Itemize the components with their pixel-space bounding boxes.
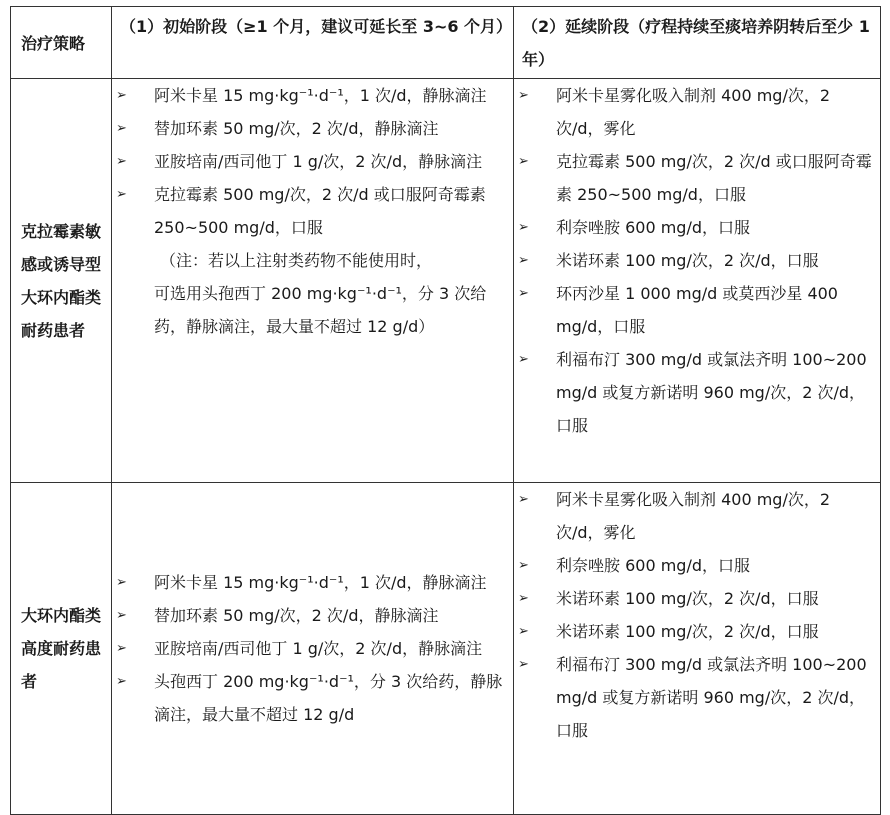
- drug-text: 克拉霉素 500 mg/次，2 次/d 或口服阿奇霉素 250~500 mg/d，口服: [556, 152, 872, 204]
- arrowhead-bullet-icon: ➢: [518, 624, 529, 639]
- list-item: [514, 582, 880, 615]
- drug-text: 亚胺培南/西司他丁 1 g/次，2 次/d，静脉滴注: [154, 639, 483, 658]
- list-item: [112, 665, 513, 731]
- list-item: [112, 112, 513, 145]
- drug-text: 利奈唑胺 600 mg/d，口服: [556, 556, 751, 575]
- continuation-phase-cell: [514, 79, 881, 483]
- arrowhead-bullet-icon: ➢: [518, 286, 529, 301]
- arrowhead-bullet-icon: ➢: [116, 674, 127, 689]
- drug-text: 米诺环素 100 mg/次，2 次/d，口服: [556, 622, 819, 641]
- list-item: [112, 632, 513, 665]
- arrowhead-bullet-icon: ➢: [116, 575, 127, 590]
- drug-text: 克拉霉素 500 mg/次，2 次/d 或口服阿奇霉素 250~500 mg/d，口服: [154, 185, 486, 237]
- arrowhead-bullet-icon: ➢: [518, 558, 529, 573]
- arrowhead-bullet-icon: ➢: [518, 352, 529, 367]
- header-initial-phase: （1）初始阶段（≥1 个月，建议可延长至 3~6 个月）: [112, 7, 514, 79]
- list-item: [514, 549, 880, 582]
- drug-text: 阿米卡星雾化吸入制剂 400 mg/次，2 次/d，雾化: [556, 490, 831, 542]
- list-item: [514, 277, 880, 343]
- drug-text: 利福布汀 300 mg/d 或氯法齐明 100~200 mg/d 或复方新诺明 960 mg/次，2 次/d，口服: [556, 350, 867, 435]
- arrowhead-bullet-icon: ➢: [116, 121, 127, 136]
- drug-text: 米诺环素 100 mg/次，2 次/d，口服: [556, 251, 819, 270]
- arrowhead-bullet-icon: ➢: [116, 641, 127, 656]
- drug-text: 利奈唑胺 600 mg/d，口服: [556, 218, 751, 237]
- arrowhead-bullet-icon: ➢: [518, 154, 529, 169]
- arrowhead-bullet-icon: ➢: [116, 608, 127, 623]
- treatment-table: [10, 6, 881, 815]
- arrowhead-bullet-icon: ➢: [518, 220, 529, 235]
- list-item: [514, 145, 880, 211]
- list-item: [112, 178, 513, 244]
- list-item: [112, 599, 513, 632]
- arrowhead-bullet-icon: ➢: [518, 253, 529, 268]
- arrowhead-bullet-icon: ➢: [116, 88, 127, 103]
- drug-text: 替加环素 50 mg/次，2 次/d，静脉滴注: [154, 119, 439, 138]
- note-body: 可选用头孢西丁 200 mg·kg⁻¹·d⁻¹，分 3 次给药，静脉滴注，最大量不超过 12 g/d）: [154, 284, 487, 336]
- list-item: [514, 483, 880, 549]
- header-row: [11, 7, 881, 79]
- arrowhead-bullet-icon: ➢: [116, 154, 127, 169]
- arrowhead-bullet-icon: ➢: [518, 492, 529, 507]
- list-item: [514, 79, 880, 145]
- continuation-phase-cell: [514, 483, 881, 815]
- drug-text: 环丙沙星 1 000 mg/d 或莫西沙星 400 mg/d，口服: [556, 284, 838, 336]
- list-item: [112, 566, 513, 599]
- list-item: [112, 79, 513, 112]
- list-item: [514, 244, 880, 277]
- strategy-cell: 克拉霉素敏感或诱导型大环内酯类耐药患者: [11, 79, 112, 483]
- list-item: [514, 648, 880, 747]
- drug-text: 利福布汀 300 mg/d 或氯法齐明 100~200 mg/d 或复方新诺明 960 mg/次，2 次/d，口服: [556, 655, 867, 740]
- list-item: [514, 343, 880, 442]
- initial-phase-cell: [112, 483, 514, 815]
- header-continuation-phase: （2）延续阶段（疗程持续至痰培养阴转后至少 1 年）: [514, 7, 881, 79]
- drug-text: 亚胺培南/西司他丁 1 g/次，2 次/d，静脉滴注: [154, 152, 483, 171]
- list-item: [514, 615, 880, 648]
- arrowhead-bullet-icon: ➢: [518, 591, 529, 606]
- list-item: [112, 145, 513, 178]
- table-row: [11, 483, 881, 815]
- drug-text: 阿米卡星雾化吸入制剂 400 mg/次，2 次/d，雾化: [556, 86, 831, 138]
- drug-text: 替加环素 50 mg/次，2 次/d，静脉滴注: [154, 606, 439, 625]
- arrowhead-bullet-icon: ➢: [518, 657, 529, 672]
- arrowhead-bullet-icon: ➢: [518, 88, 529, 103]
- note-open: （注：若以上注射类药物不能使用时，: [160, 251, 433, 270]
- header-strategy: 治疗策略: [11, 7, 112, 79]
- drug-text: 阿米卡星 15 mg·kg⁻¹·d⁻¹，1 次/d，静脉滴注: [154, 86, 487, 105]
- table-row: [11, 79, 881, 483]
- drug-text: 头孢西丁 200 mg·kg⁻¹·d⁻¹，分 3 次给药，静脉滴注，最大量不超过 12 g/d: [154, 672, 503, 724]
- strategy-cell: 大环内酯类高度耐药患者: [11, 483, 112, 815]
- drug-text: 米诺环素 100 mg/次，2 次/d，口服: [556, 589, 819, 608]
- arrowhead-bullet-icon: ➢: [116, 187, 127, 202]
- drug-text: 阿米卡星 15 mg·kg⁻¹·d⁻¹，1 次/d，静脉滴注: [154, 573, 487, 592]
- list-item: [514, 211, 880, 244]
- initial-phase-cell: [112, 79, 514, 483]
